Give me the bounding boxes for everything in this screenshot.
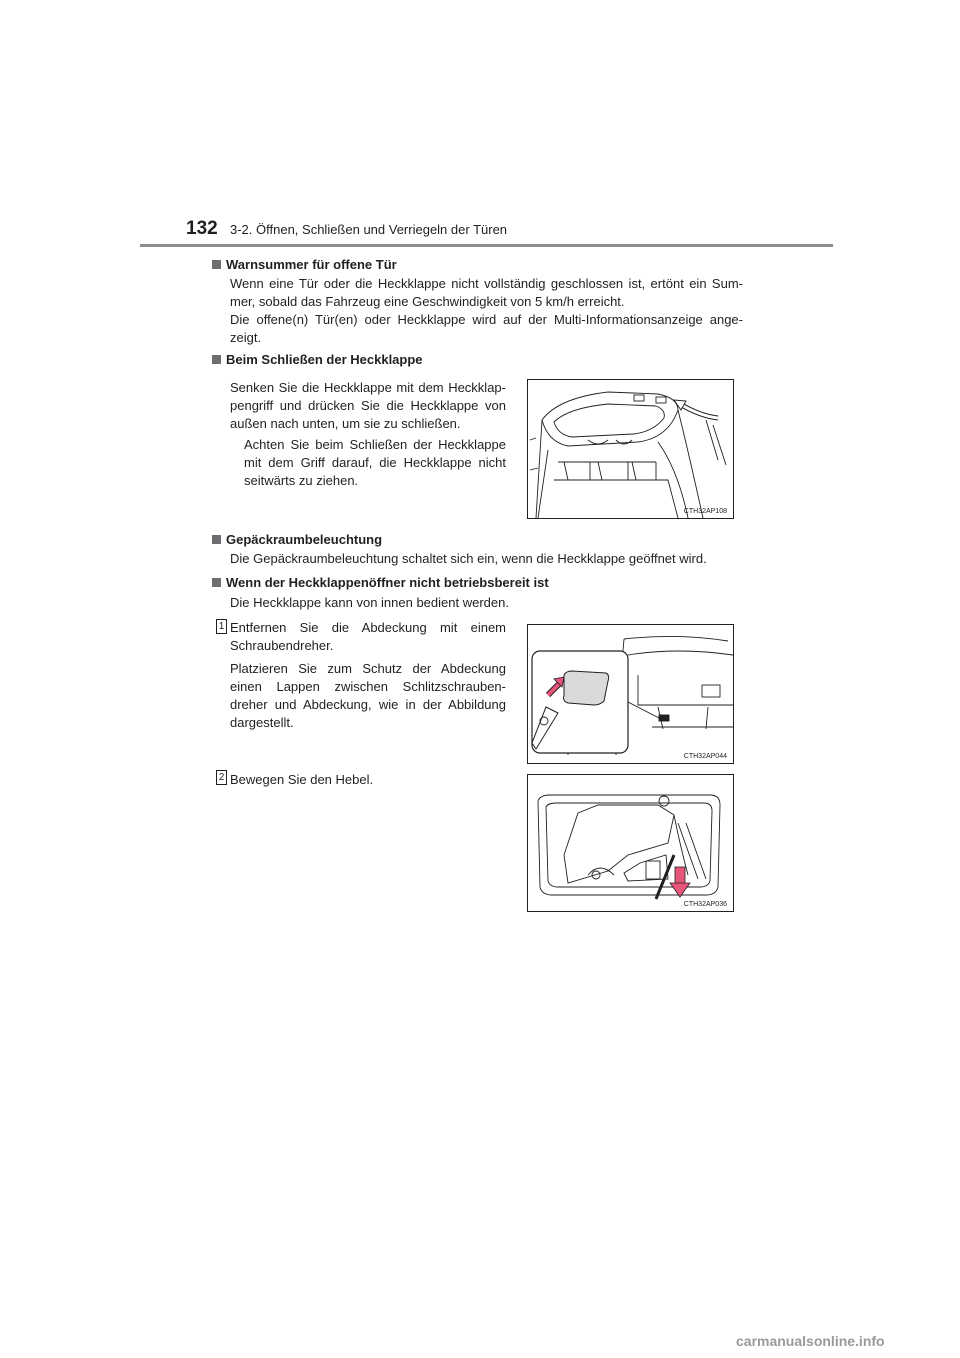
square-bullet-icon (212, 578, 221, 587)
step-1-note: Platzieren Sie zum Schutz der Abdeckung einen Lappen zwischen Schlitzschrauben- dreher und Abdeckung, wie in der Abbildung dargestellt. (230, 661, 506, 730)
close-text: Senken Sie die Heckklappe mit dem Heckklap- pengriff und drücken Sie die Heckklappe von außen nach unten, um sie zu schließen. (230, 380, 506, 431)
step-1-text: Entfernen Sie die Abdeckung mit einem Schraubendreher. (230, 620, 506, 653)
opener-text: Die Heckklappe kann von innen bedient werden. (230, 595, 509, 610)
step-number-2: 2 (216, 770, 227, 785)
step-number-1: 1 (216, 619, 227, 634)
tailgate-illustration (528, 380, 733, 518)
heading-warn: Warnsummer für offene Tür (212, 257, 397, 272)
square-bullet-icon (212, 260, 221, 269)
light-text: Die Gepäckraumbeleuchtung schaltet sich ein, wenn die Heckklappe geöffnet wird. (230, 551, 707, 566)
figure-code: CTH32AP044 (683, 753, 727, 760)
step-2-text: Bewegen Sie den Hebel. (230, 772, 374, 787)
warn-text: Wenn eine Tür oder die Heckklappe nicht vollständig geschlossen ist, ertönt ein Sum- mer, sobald das Fahrzeug eine Geschwindigkeit von 5 km/h erreicht. Die offene(n) Tür(en) oder Heckklappe wird auf der Multi-Informationsanzeige ange- zeigt. (230, 276, 743, 345)
cover-removal-illustration (528, 625, 733, 763)
heading-light: Gepäckraumbeleuchtung (212, 532, 382, 547)
page-number: 132 (186, 218, 218, 239)
header-rule (140, 244, 833, 247)
figure-code: CTH32AP036 (683, 901, 727, 908)
square-bullet-icon (212, 355, 221, 364)
close-note: Achten Sie beim Schließen der Heckklappe mit dem Griff darauf, die Heckklappe nicht seitwärts zu ziehen. (244, 437, 506, 488)
figure-code: CTH32AP108 (683, 508, 727, 515)
figure-lever (527, 774, 734, 912)
watermark: carmanualsonline.info (736, 1333, 885, 1349)
section-title: 3-2. Öffnen, Schließen und Verriegeln der Türen (230, 222, 508, 237)
lever-illustration (528, 775, 733, 911)
figure-tailgate-closing (527, 379, 734, 519)
square-bullet-icon (212, 535, 221, 544)
heading-opener: Wenn der Heckklappenöffner nicht betriebsbereit ist (212, 575, 549, 590)
figure-cover-removal (527, 624, 734, 764)
heading-close: Beim Schließen der Heckklappe (212, 352, 423, 367)
